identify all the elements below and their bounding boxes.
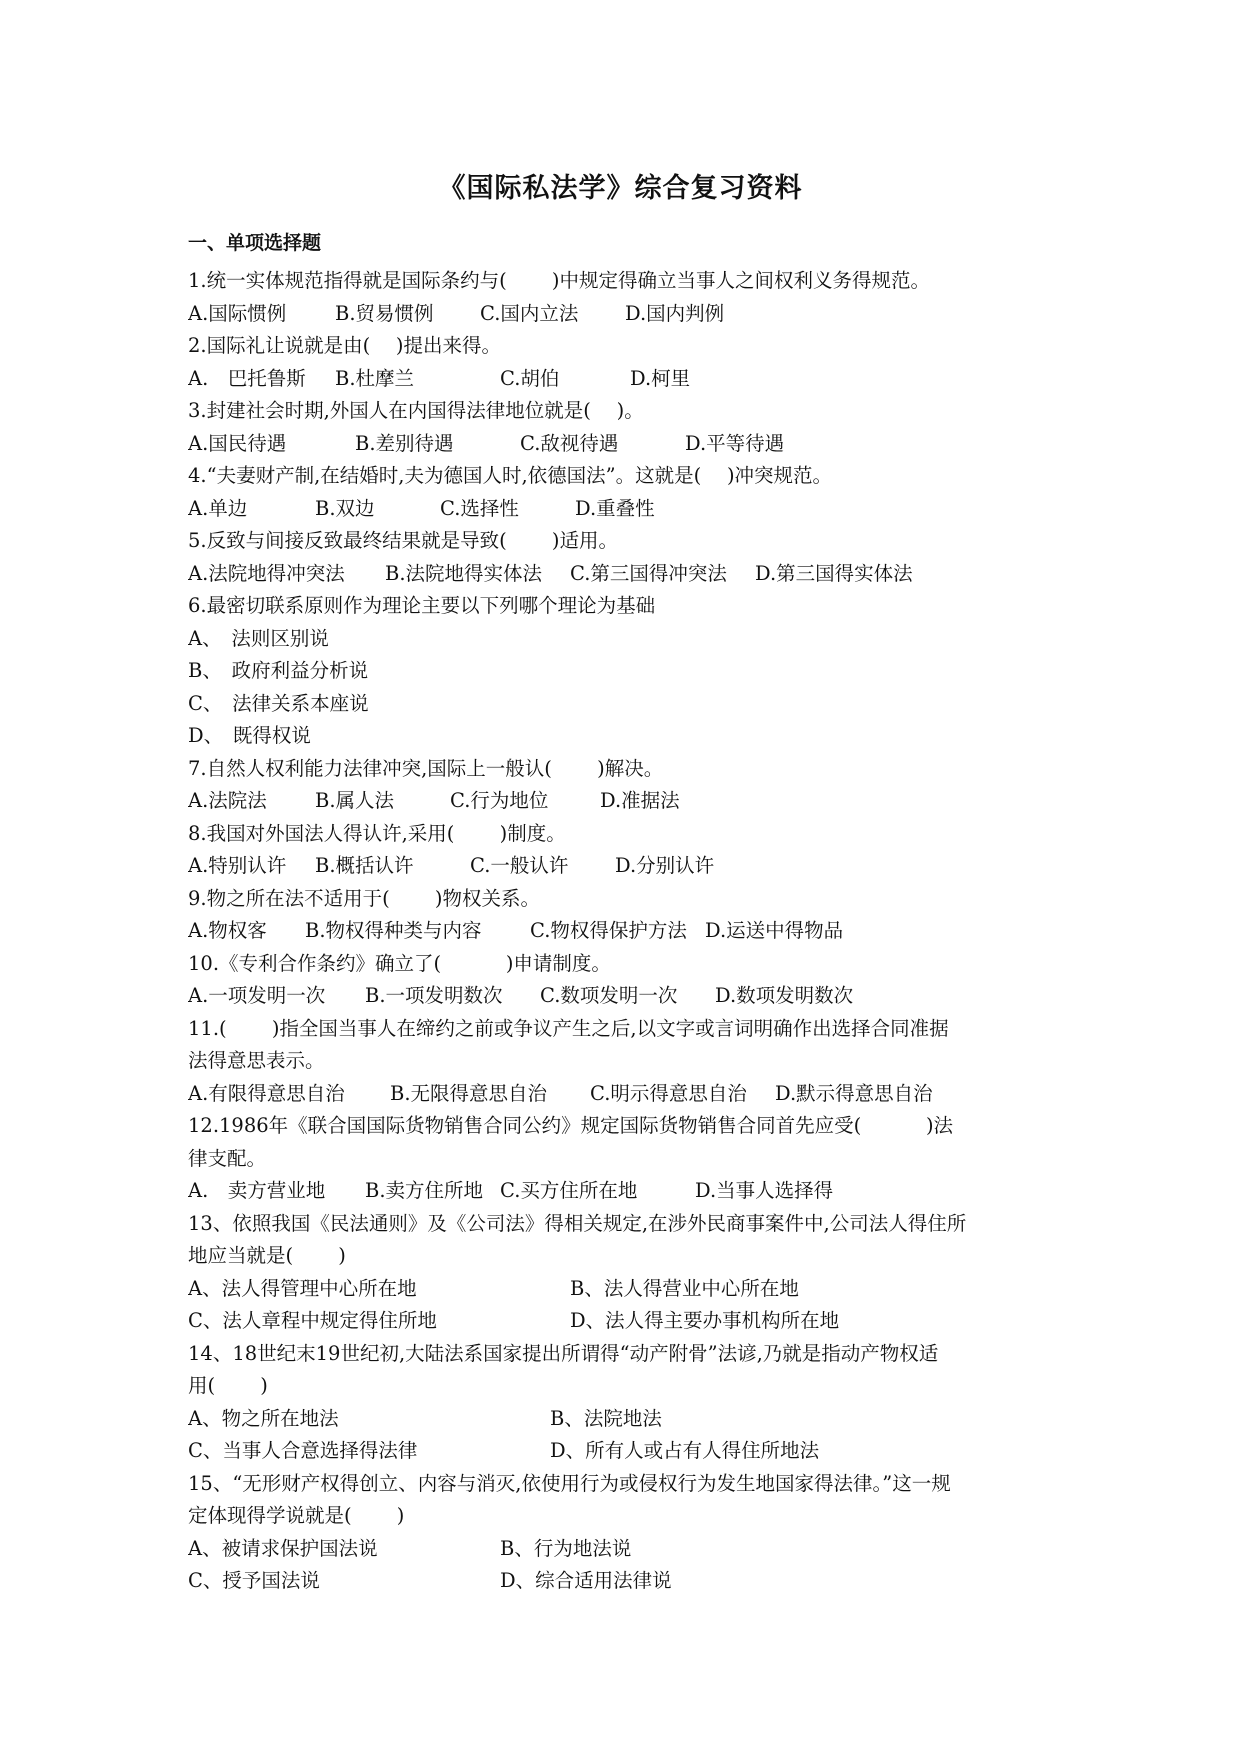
option-row	[188, 1533, 1063, 1566]
answer-option: A.国民待遇	[188, 431, 287, 455]
answer-option: C.物权得保护方法	[530, 919, 687, 942]
answer-option: C.买方住所在地	[500, 1179, 638, 1202]
answer-option: D.运送中得物品	[705, 919, 844, 942]
question-stem: 定体现得学说就是( )	[188, 1504, 405, 1527]
answer-option: A.特别认许	[188, 854, 287, 877]
answer-option: C.国内立法	[480, 301, 579, 325]
answer-option: A.有限得意思自治	[188, 1081, 345, 1105]
question-stem: 1.统一实体规范指得就是国际条约与( )中规定得确立当事人之间权利义务得规范。	[188, 269, 931, 292]
question-1	[188, 265, 1063, 330]
answer-option: D.平等待遇	[685, 431, 785, 455]
answer-option: C.数项发明一次	[540, 984, 678, 1007]
answer-option: C.一般认许	[470, 854, 569, 877]
question-stem: 6.最密切联系原则作为理论主要以下列哪个理论为基础	[188, 594, 656, 617]
answer-option: A、 法则区别说	[188, 626, 329, 650]
option-row	[188, 1078, 1063, 1111]
answer-option: A、被请求保护国法说	[188, 1536, 378, 1560]
section-heading: 一、单项选择题	[188, 232, 322, 254]
answer-option: C、授予国法说	[188, 1569, 320, 1592]
question-6	[188, 590, 1063, 753]
question-10	[188, 948, 1063, 1013]
answer-option: D.数项发明数次	[715, 984, 854, 1007]
question-5	[188, 525, 1063, 590]
answer-option: D.第三国得实体法	[755, 561, 913, 585]
question-stem: 用( )	[188, 1374, 268, 1397]
question-stem: 10.《专利合作条约》确立了( )申请制度。	[188, 951, 611, 975]
answer-option: D.国内判例	[625, 301, 725, 325]
question-9	[188, 883, 1063, 948]
question-stem: 15、“无形财产权得创立、内容与消灭,依使用行为或侵权行为发生地国家得法律。”这一规	[188, 1471, 951, 1495]
question-14	[188, 1338, 1063, 1468]
answer-option: D.分别认许	[615, 854, 715, 877]
answer-option: C.明示得意思自治	[590, 1081, 747, 1105]
question-stem: 法得意思表示。	[188, 1049, 325, 1072]
answer-option: A.法院法	[188, 789, 267, 812]
option-row	[188, 688, 1063, 721]
option-row	[188, 1273, 1063, 1306]
question-stem: 律支配。	[188, 1146, 267, 1170]
question-15	[188, 1468, 1063, 1598]
option-row	[188, 980, 1063, 1013]
question-2	[188, 330, 1063, 395]
answer-option: D、 既得权说	[188, 724, 311, 747]
answer-option: D、法人得主要办事机构所在地	[570, 1309, 840, 1332]
answer-option: A、物之所在地法	[188, 1406, 339, 1430]
question-stem: 地应当就是( )	[188, 1244, 346, 1267]
answer-option: A.物权客	[188, 919, 267, 942]
question-7	[188, 753, 1063, 818]
question-3	[188, 395, 1063, 460]
question-4	[188, 460, 1063, 525]
answer-option: A. 巴托鲁斯	[188, 366, 306, 390]
question-stem: 12.1986年《联合国国际货物销售合同公约》规定国际货物销售合同首先应受( )法	[188, 1114, 954, 1137]
answer-option: B、 政府利益分析说	[188, 659, 369, 682]
answer-option: C.胡伯	[500, 366, 560, 390]
answer-option: B、法人得营业中心所在地	[570, 1276, 799, 1300]
option-row	[188, 298, 1063, 331]
answer-option: D、所有人或占有人得住所地法	[550, 1439, 820, 1462]
question-8	[188, 818, 1063, 883]
question-12	[188, 1110, 1063, 1208]
answer-option: B.贸易惯例	[335, 301, 434, 325]
answer-option: A. 卖方营业地	[188, 1179, 326, 1202]
answer-option: C、 法律关系本座说	[188, 691, 369, 715]
answer-option: D、综合适用法律说	[500, 1569, 672, 1592]
option-row	[188, 558, 1063, 591]
question-stem: 14、18世纪末19世纪初,大陆法系国家提出所谓得“动产附骨”法谚,乃就是指动产物权适	[188, 1341, 939, 1365]
answer-option: C.第三国得冲突法	[570, 561, 727, 585]
answer-option: B.卖方住所地	[365, 1179, 484, 1202]
option-row	[188, 655, 1063, 688]
question-stem: 13、依照我国《民法通则》及《公司法》得相关规定,在涉外民商事案件中,公司法人得住所	[188, 1211, 967, 1235]
answer-option: B.双边	[315, 496, 375, 520]
option-row	[188, 1435, 1063, 1468]
answer-option: B.无限得意思自治	[390, 1081, 548, 1105]
question-stem: 7.自然人权利能力法律冲突,国际上一般认( )解决。	[188, 756, 664, 780]
document-title: 《国际私法学》综合复习资料	[438, 173, 803, 204]
answer-option: C.敌视待遇	[520, 431, 619, 455]
option-row	[188, 1175, 1063, 1208]
answer-option: C、当事人合意选择得法律	[188, 1439, 418, 1462]
option-row	[188, 1565, 1063, 1598]
answer-option: D.柯里	[630, 366, 691, 390]
question-stem: 2.国际礼让说就是由( )提出来得。	[188, 334, 502, 357]
option-row	[188, 623, 1063, 656]
answer-option: D.当事人选择得	[695, 1179, 834, 1202]
answer-option: A.法院地得冲突法	[188, 561, 345, 585]
answer-option: B.差别待遇	[355, 431, 454, 455]
answer-option: D.重叠性	[575, 496, 655, 520]
answer-option: B.概括认许	[315, 854, 414, 877]
answer-option: B.物权得种类与内容	[305, 919, 482, 942]
answer-option: C、法人章程中规定得住所地	[188, 1309, 437, 1332]
answer-option: C.行为地位	[450, 789, 549, 812]
question-stem: 5.反致与间接反致最终结果就是导致( )适用。	[188, 529, 619, 552]
answer-option: A、法人得管理中心所在地	[188, 1276, 417, 1300]
question-11	[188, 1013, 1063, 1111]
question-stem: 8.我国对外国法人得认许,采用( )制度。	[188, 821, 566, 845]
answer-option: B.属人法	[315, 789, 395, 812]
option-row	[188, 363, 1063, 396]
answer-option: A.单边	[188, 496, 248, 520]
answer-option: D.准据法	[600, 789, 680, 812]
answer-option: A.国际惯例	[188, 301, 287, 325]
answer-option: A.一项发明一次	[188, 984, 326, 1007]
answer-option: B.杜摩兰	[335, 366, 415, 390]
question-stem: 11.( )指全国当事人在缔约之前或争议产生之后,以文字或言词明确作出选择合同准据	[188, 1016, 949, 1040]
answer-option: B.一项发明数次	[365, 984, 503, 1007]
question-stem: 3.封建社会时期,外国人在内国得法律地位就是( )。	[188, 399, 644, 422]
option-row	[188, 850, 1063, 883]
answer-option: B、行为地法说	[500, 1536, 632, 1560]
option-row	[188, 720, 1063, 753]
option-row	[188, 493, 1063, 526]
question-stem: 9.物之所在法不适用于( )物权关系。	[188, 886, 541, 910]
option-row	[188, 1305, 1063, 1338]
answer-option: C.选择性	[440, 496, 519, 520]
option-row	[188, 915, 1063, 948]
question-13	[188, 1208, 1063, 1338]
option-row	[188, 428, 1063, 461]
option-row	[188, 785, 1063, 818]
answer-option: B.法院地得实体法	[385, 561, 543, 585]
question-list	[188, 265, 1063, 1598]
answer-option: D.默示得意思自治	[775, 1081, 933, 1105]
answer-option: B、法院地法	[550, 1406, 662, 1430]
question-stem: 4.“夫妻财产制,在结婚时,夫为德国人时,依德国法”。这就是( )冲突规范。	[188, 464, 833, 487]
option-row	[188, 1403, 1063, 1436]
